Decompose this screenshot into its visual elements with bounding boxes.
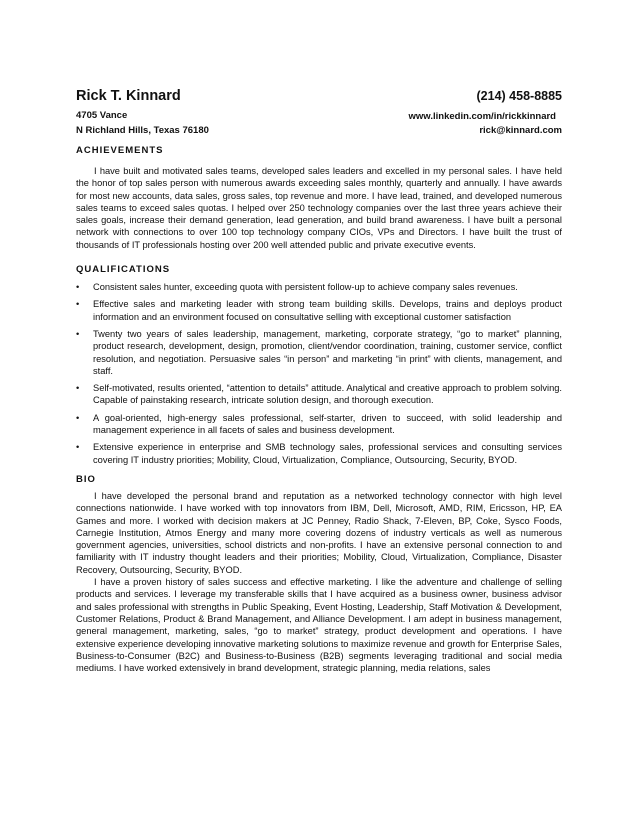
bullet-icon: • [76, 383, 80, 394]
address-line-2: N Richland Hills, Texas 76180 [76, 125, 209, 136]
achievements-text: I have built and motivated sales teams, developed sales leaders and excelled in my personal sales. I have held the honor of top sales person with numerous awards exceeding sales monthly, quarterly and annually. I have awards for most new accounts, data sales, gross sales, top revenue and more. I have lead, trained, and developed numerous sales teams to exceed sales quotas. I helped over 250 technology companies over the last three years achieve their sales goals, increase their demand generation, lead generation, and build brand awareness. I have built a personal network with connections to over 100 top technology company CIOs, VPs and Directors. I have built the trust of thousands of IT professionals hosting over 200 well attended public and private executive events. [76, 166, 562, 250]
achievements-section [76, 145, 562, 251]
qualifications-section [76, 264, 562, 466]
qualifications-heading: QUALIFICATIONS [76, 264, 171, 276]
list-item: • Effective sales and marketing leader with strong team building skills. Develops, trains and deploys product information and an environment focused on consultative selling with exceptional customer satisfaction [76, 299, 562, 322]
bullet-icon: • [76, 412, 80, 423]
contact-header [76, 88, 562, 138]
person-name: Rick T. Kinnard [76, 88, 181, 104]
achievements-heading: ACHIEVEMENTS [76, 145, 164, 156]
list-item: • Consistent sales hunter, exceeding quota with persistent follow-up to achieve company sales revenues. [76, 282, 518, 293]
bullet-icon: • [76, 299, 80, 310]
bio-paragraph: I have a proven history of sales success and effective marketing. I like the adventure and challenge of selling products and services. I leverage my transferable skills that I have acquired as a business owner, business advisor and sales professional with strengths in Public Speaking, Event Hosting, Leadership, Staff Motivation & Development, Customer Relations, Product & Brand Management, and Alliance Development. I am adept in business management, general management, marketing, sales, “go to market” strategy, product development and operations. I have extensive experience developing innovative marketing solutions to maximize revenue and growth for Enterprise Sales, Business-to-Consumer (B2C) and Business-to-Business (B2B) segments leveraging traditional and social media mediums. I have worked extensively in brand development, strategic planning, media relations, sales [76, 577, 562, 674]
qualifications-list [76, 281, 562, 466]
list-item: • Self-motivated, results oriented, “attention to details” attitude. Analytical and creative approach to problem solving. Capable of painstaking research, intricate solution design, and thorough execution. [76, 383, 562, 406]
resume-page [76, 88, 562, 674]
address-line-1: 4705 Vance [76, 110, 128, 121]
bio-section [76, 474, 562, 674]
list-item: • A goal-oriented, high-energy sales professional, self-starter, driven to succeed, with solid leadership and management experience in all facets of sales and business development. [76, 412, 562, 436]
phone-number: (214) 458-8885 [476, 89, 562, 103]
website-link[interactable]: www.linkedin.com/in/rickkinnard [408, 111, 556, 122]
email-link[interactable]: rick@kinnard.com [479, 125, 562, 136]
list-item: • Extensive experience in enterprise and SMB technology sales, professional services and consulting services covering IT industry priorities; Mobility, Cloud, Virtualization, Compliance, Outsourcing, Security, BYOD. [76, 442, 562, 465]
bullet-icon: • [76, 282, 80, 293]
bio-heading: BIO [76, 473, 96, 485]
bio-paragraph: I have developed the personal brand and reputation as a networked technology connector with high level connections nationwide. I have worked with top innovators from IBM, Dell, Microsoft, AMD, RIM, Ericsson, HP, EA Games and more. I worked with decision makers at JC Penney, Radio Shack, 7-Eleven, BP, Coke, Sysco Foods, Carnegie Institution, Atmos Energy and many more covering dozens of industry verticals as well as numerous government agencies, universities, school districts and non-profits. I have an extensive personal connection to and familiarity with IT industry thought leaders and their priorities; Mobility, Cloud, Virtualization, Compliance, Disaster Recovery, Outsourcing, Security, BYOD. [76, 490, 562, 575]
list-item: • Twenty two years of sales leadership, management, marketing, corporate strategy, “go to market” planning, product research, development, design, promotion, client/vendor coordination, training, customer service, conflict resolution, and negotiation. Persuasive sales “in person” and marketing “in print” with clients, management, and staff. [76, 328, 562, 376]
bullet-icon: • [76, 328, 80, 339]
bullet-icon: • [76, 442, 80, 453]
